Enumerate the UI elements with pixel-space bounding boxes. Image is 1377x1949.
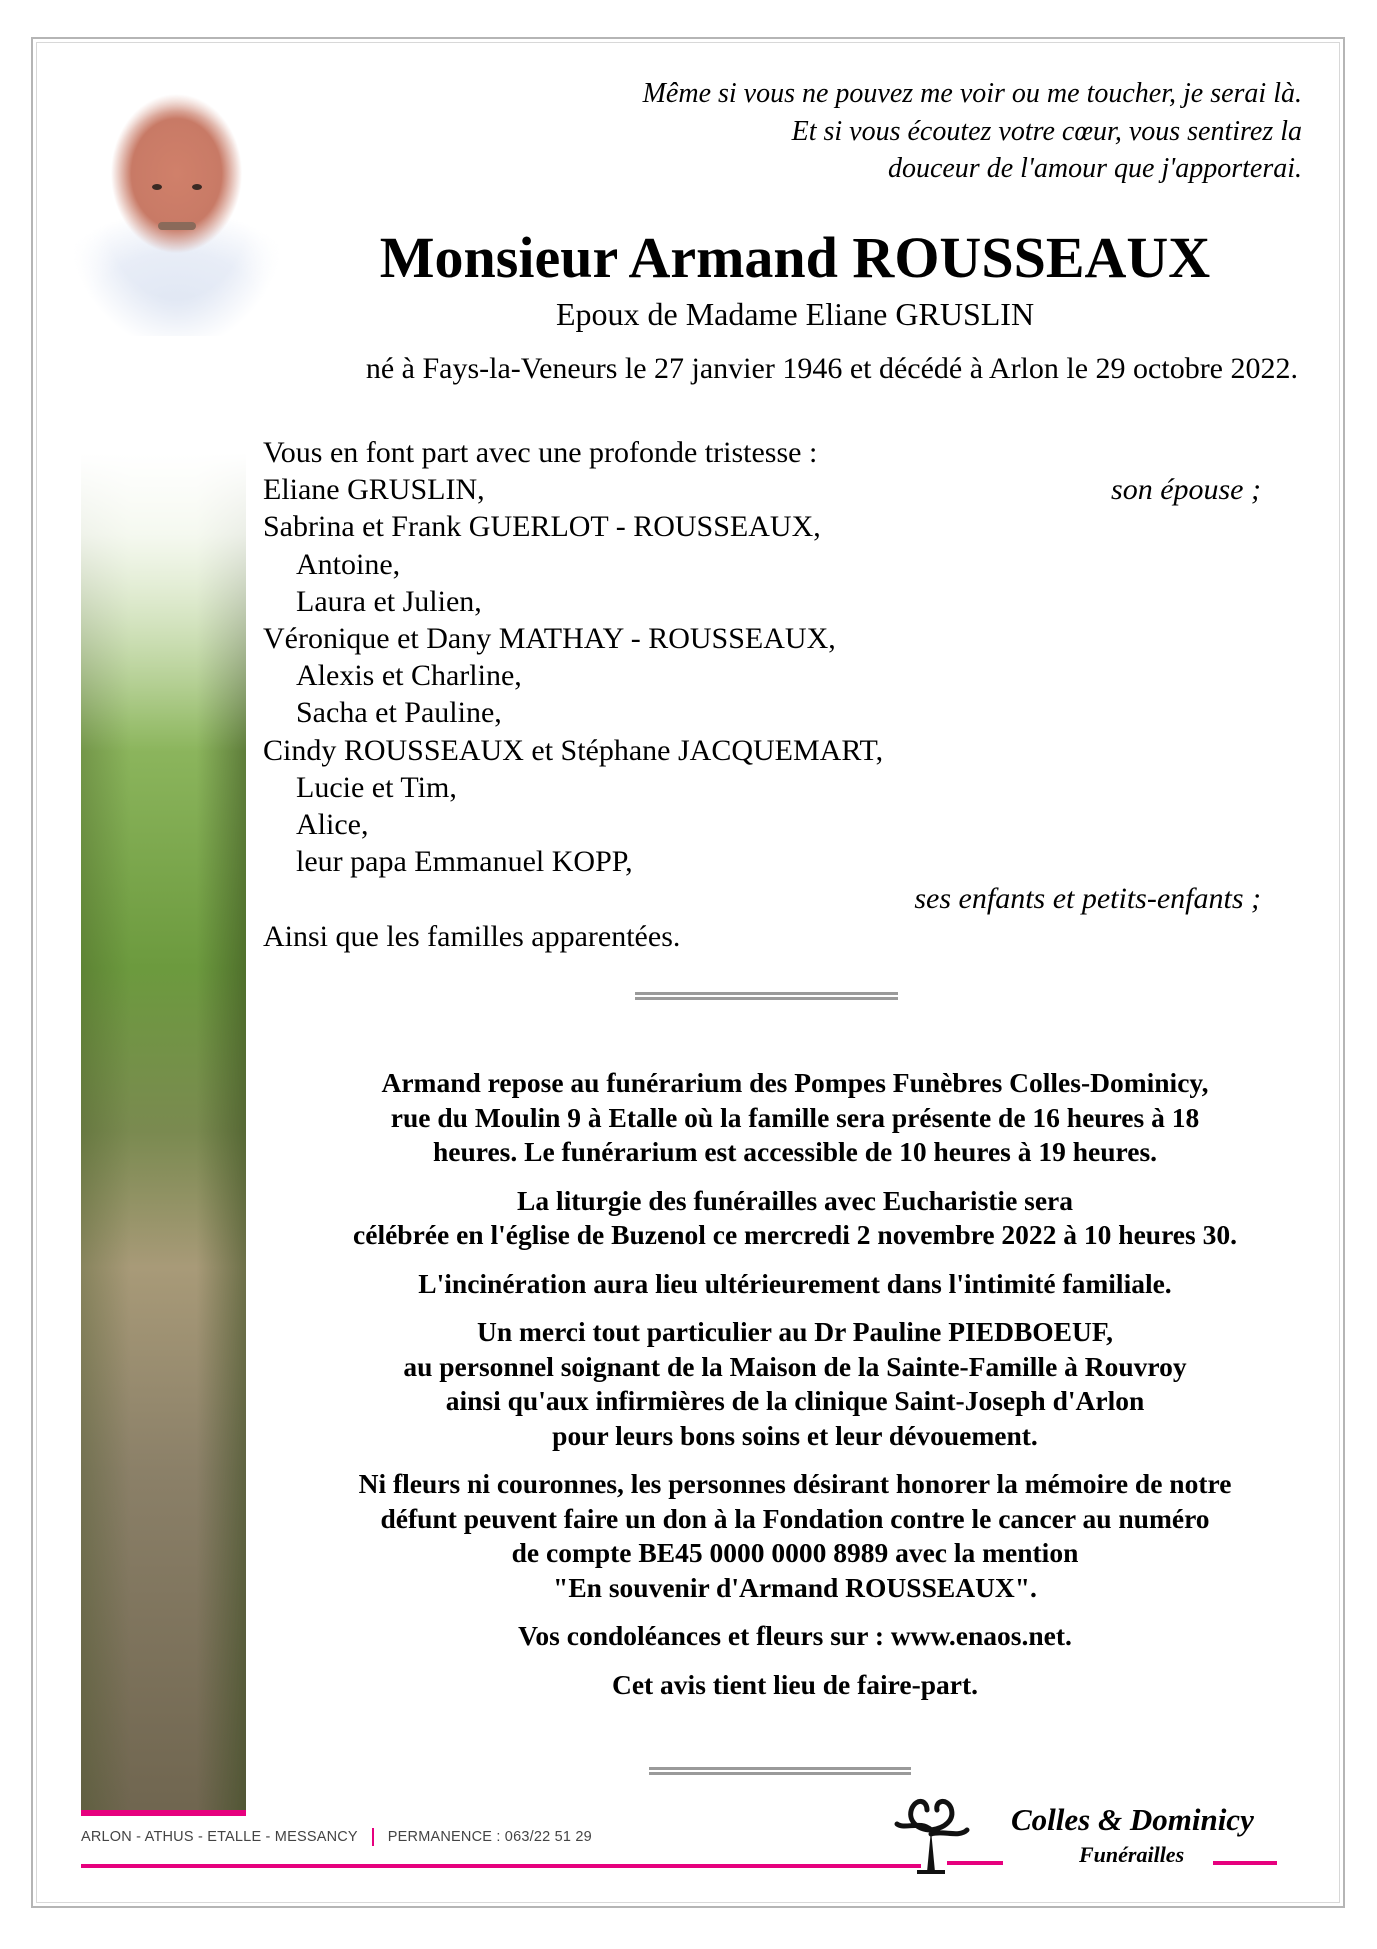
- family-member: Eliane GRUSLIN,: [263, 473, 485, 507]
- quote-line: Et si vous écoutez votre cœur, vous sentirez la: [791, 115, 1302, 147]
- birth-death-line: né à Fays-la-Veneurs le 27 janvier 1946 et décédé à Arlon le 29 octobre 2022.: [365, 352, 1298, 385]
- portrait-photo: [74, 74, 279, 336]
- deceased-name: Monsieur Armand ROUSSEAUX: [379, 225, 1211, 290]
- family-member: Laura et Julien,: [296, 584, 482, 618]
- footer-permanence: PERMANENCE : 063/22 51 29: [387, 1828, 592, 1845]
- family-row: [263, 471, 1261, 508]
- family-member: Sacha et Pauline,: [296, 696, 502, 730]
- family-row: [263, 769, 1261, 806]
- logo-name: Colles & Dominicy: [1011, 1802, 1254, 1837]
- quote-line: Même si vous ne pouvez me voir ou me toucher, je serai là.: [642, 78, 1302, 109]
- info-line: célébrée en l'église de Buzenol ce mercredi 2 novembre 2022 à 10 heures 30.: [353, 1219, 1237, 1250]
- family-member: leur papa Emmanuel KOPP,: [296, 845, 633, 879]
- family-row: [263, 843, 1261, 880]
- family-row: [263, 546, 1261, 583]
- quote: [643, 75, 1302, 188]
- family-member: Lucie et Tim,: [296, 770, 457, 804]
- footer-contact: [81, 1828, 592, 1846]
- spouse-line: Epoux de Madame Eliane GRUSLIN: [555, 296, 1035, 332]
- family-list: [263, 434, 1261, 955]
- family-row: [263, 806, 1261, 843]
- funeral-info: [280, 1066, 1310, 1716]
- family-row: [263, 620, 1261, 657]
- family-row: [263, 880, 1261, 917]
- accent-bar: [81, 1810, 246, 1816]
- family-member: Alice,: [296, 808, 369, 842]
- family-row: [263, 583, 1261, 620]
- info-paragraph: [280, 1668, 1310, 1703]
- family-role: son épouse ;: [1111, 473, 1261, 507]
- info-line: au personnel soignant de la Maison de la Sainte-Famille à Rouvroy: [403, 1350, 1187, 1382]
- footer-line: [81, 1864, 921, 1868]
- family-member: Alexis et Charline,: [296, 659, 522, 693]
- info-paragraph: [280, 1619, 1310, 1654]
- family-row: [263, 657, 1261, 694]
- info-line: rue du Moulin 9 à Etalle où la famille sera présente de 16 heures à 18: [390, 1101, 1200, 1133]
- info-line: "En souvenir d'Armand ROUSSEAUX".: [553, 1571, 1037, 1603]
- family-member: Véronique et Dany MATHAY - ROUSSEAUX,: [263, 622, 836, 656]
- info-paragraph: [280, 1184, 1310, 1253]
- family-member: Sabrina et Frank GUERLOT - ROUSSEAUX,: [263, 510, 821, 544]
- divider: [635, 992, 898, 1000]
- divider: [649, 1767, 911, 1775]
- family-member: Vous en font part avec une profonde tristesse :: [263, 436, 818, 469]
- info-paragraph: [280, 1315, 1310, 1453]
- family-member: Ainsi que les familles apparentées.: [263, 919, 681, 953]
- forest-path-image: [81, 453, 246, 1810]
- family-member: Cindy ROUSSEAUX et Stéphane JACQUEMART,: [263, 733, 884, 767]
- family-row: [263, 508, 1261, 545]
- info-line: Un merci tout particulier au Dr Pauline PIEDBOEUF,: [476, 1316, 1114, 1347]
- info-line: Cet avis tient lieu de faire-part.: [611, 1668, 979, 1700]
- info-line: L'incinération aura lieu ultérieurement dans l'intimité familiale.: [418, 1267, 1172, 1299]
- quote-line: douceur de l'amour que j'apporterai.: [887, 153, 1302, 184]
- family-role: ses enfants et petits-enfants ;: [914, 882, 1261, 916]
- info-paragraph: [280, 1467, 1310, 1605]
- family-row: [263, 918, 1261, 955]
- info-line: Ni fleurs ni couronnes, les personnes désirant honorer la mémoire de notre: [358, 1468, 1232, 1499]
- footer-locations: ARLON - ATHUS - ETALLE - MESSANCY: [81, 1828, 358, 1845]
- info-line: pour leurs bons soins et leur dévouement.: [552, 1419, 1038, 1451]
- family-row: [263, 694, 1261, 731]
- logo-subtitle: Funérailles: [1079, 1842, 1185, 1867]
- info-line: heures. Le funérarium est accessible de 10 heures à 19 heures.: [432, 1136, 1158, 1167]
- info-paragraph: [280, 1066, 1310, 1170]
- info-paragraph: [280, 1267, 1310, 1302]
- family-row: [263, 732, 1261, 769]
- info-line: ainsi qu'aux infirmières de la clinique Saint-Joseph d'Arlon: [445, 1385, 1145, 1416]
- info-line: défunt peuvent faire un don à la Fondation contre le cancer au numéro: [380, 1502, 1210, 1534]
- info-line: Vos condoléances et fleurs sur : www.enaos.net.: [518, 1620, 1072, 1651]
- funeral-home-logo: [887, 1790, 1287, 1875]
- family-member: Antoine,: [296, 547, 401, 581]
- info-line: Armand repose au funérarium des Pompes Funèbres Colles-Dominicy,: [381, 1067, 1209, 1098]
- info-line: de compte BE45 0000 0000 8989 avec la mention: [511, 1537, 1079, 1568]
- family-row: [263, 434, 1261, 471]
- info-line: La liturgie des funérailles avec Eucharistie sera: [516, 1184, 1074, 1216]
